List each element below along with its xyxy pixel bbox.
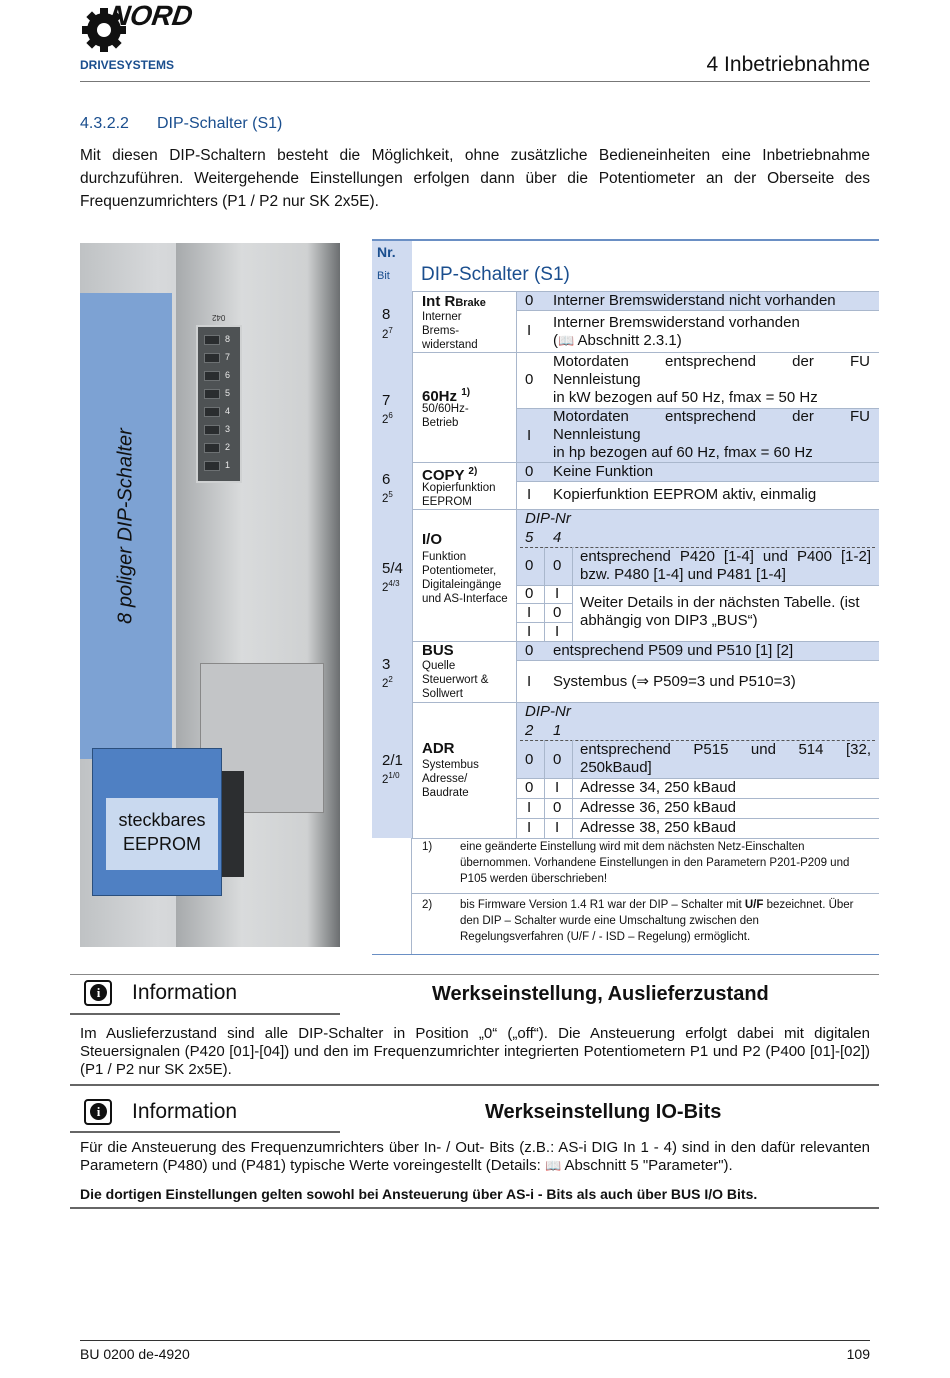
row3-v0: 0	[525, 642, 534, 659]
row21-c01a: 0	[525, 779, 534, 796]
info-icon: i	[84, 1099, 112, 1125]
row54-c10b: 0	[553, 604, 562, 621]
footnote-mark: 1)	[422, 841, 433, 853]
chapter-title: 4 Inbetriebnahme	[706, 53, 870, 76]
row21-col-a: 2	[525, 722, 534, 739]
info2-bold-note: Die dortigen Einstellungen gelten sowohl bei Ansteuerung über AS-i - Bits als auch über BUS I/O Bits.	[80, 1186, 758, 1202]
row3-t0: entsprechend P509 und P510 [1] [2]	[553, 642, 794, 659]
dip-number: 3	[225, 424, 231, 434]
row7-t1a: Motordaten entsprechend der FU	[553, 408, 870, 425]
grid-line	[412, 291, 413, 838]
row7-name-main: 60Hz	[422, 388, 458, 405]
row7-bit	[382, 409, 393, 427]
info1-label: Information	[132, 981, 238, 1004]
photo-label-dip: 8 poliger DIP-Schalter	[114, 428, 137, 624]
dip-number: 8	[225, 334, 231, 344]
fn2-b: U/F	[744, 899, 764, 911]
row3-bit	[382, 673, 393, 691]
row54-dip-label: DIP-Nr	[525, 510, 571, 527]
row54-col-a: 5	[525, 529, 534, 546]
row21-desc: Systembus Adresse/ Baudrate	[422, 759, 479, 799]
row8-nr: 8	[382, 306, 391, 323]
table-title: DIP-Schalter (S1)	[421, 264, 570, 285]
table-top-rule	[372, 239, 879, 241]
fn2-a: bis Firmware Version 1.4 R1 war der DIP – Schalter mit	[460, 899, 745, 911]
row21-t10: Adresse 36, 250 kBaud	[580, 799, 736, 816]
grid-line	[516, 481, 879, 482]
dip-number: 2	[225, 442, 231, 452]
row54-c10a: I	[527, 604, 532, 621]
row21-col-b: 1	[553, 722, 562, 739]
fn2-c: bezeichnet. Über den DIP – Schalter wurde eine Umschaltung zwischen den Regelungsverfahren (U/F / - ISD – Regelung) ermöglicht.	[460, 899, 854, 943]
dip-top-text: 042	[212, 313, 226, 322]
dip-number: 6	[225, 370, 231, 380]
row7-name-sup: 1)	[461, 387, 471, 398]
bit-base: 2	[382, 773, 389, 786]
info2-heading: Werkseinstellung IO-Bits	[485, 1101, 722, 1123]
row8-t1a: Interner Bremswiderstand vorhanden	[553, 314, 800, 331]
row21-c00b: 0	[553, 751, 562, 768]
row21-t00: entsprechend P515 und 514 [32, 250kBaud]	[580, 741, 871, 776]
dip-switch-photo	[80, 243, 340, 947]
footnote-text: eine geänderte Einstellung wird mit dem nächsten Netz-Einschalten übernommen. Vorhandene Einstellungen in den Parametern P201-P209 und P105 werden überschrieben!	[460, 841, 850, 885]
bit-base: 2	[382, 413, 389, 426]
row8-desc: Interner Brems-widerstand	[422, 311, 478, 351]
row54-c00b: 0	[553, 557, 562, 574]
row8-bit	[382, 324, 393, 342]
row54-trest: Weiter Details in der nächsten Tabelle. (ist abhängig von DIP3 „BUS“)	[580, 594, 860, 629]
row54-c01b: I	[555, 585, 560, 602]
grid-line	[516, 660, 879, 661]
info1-text: Im Auslieferzustand sind alle DIP-Schalter in Position „0“ („off“). Die Ansteuerung erfolgt dabei mit digitalen Steuersignalen (P420 [01]-[04]) und den im Frequenzumrichter integrierten Potentiometern P1 und P2 (P400 [01]-[02]) (P1 / P2 nur SK 2x5E).	[80, 1025, 870, 1078]
info2-bottom-rule	[70, 1207, 879, 1209]
info2-text	[80, 1139, 870, 1175]
grid-line	[572, 740, 573, 838]
row54-c11a: I	[527, 623, 532, 640]
row3-name: BUS	[422, 642, 454, 659]
nord-logo	[80, 0, 195, 75]
row21-c11b: I	[555, 819, 560, 836]
row21-c00a: 0	[525, 751, 534, 768]
bit-base: 2	[382, 328, 389, 341]
row7-v1: I	[527, 427, 532, 444]
dip-switch	[204, 353, 220, 363]
nr-header: Nr.	[377, 244, 396, 260]
row7-t1b: Nennleistung	[553, 426, 641, 443]
row8-t0: Interner Bremswiderstand nicht vorhanden	[553, 292, 836, 309]
dip-switch	[204, 461, 220, 471]
book-icon: 📖	[544, 1158, 562, 1173]
eeprom-label	[106, 798, 218, 870]
info2-text-b: Abschnitt 5 "Parameter").	[561, 1157, 733, 1174]
grid-line	[412, 509, 879, 510]
grid-line	[412, 702, 879, 703]
header-divider	[80, 81, 870, 82]
row21-t01: Adresse 34, 250 kBaud	[580, 779, 736, 796]
footer-doc-id: BU 0200 de-4920	[80, 1346, 190, 1362]
row54-c01a: 0	[525, 585, 534, 602]
eeprom-label-line2: EEPROM	[122, 834, 201, 854]
grid-line	[516, 585, 879, 586]
row21-c11a: I	[527, 819, 532, 836]
row8-v0: 0	[525, 292, 534, 309]
row6-v0: 0	[525, 463, 534, 480]
dip-switch	[204, 371, 220, 381]
row7-t0b: Nennleistung	[553, 371, 641, 388]
row8-t1b-text: Abschnitt 2.3.1)	[577, 332, 682, 349]
row54-c00a: 0	[525, 557, 534, 574]
grid-line	[516, 310, 879, 311]
row21-c01b: I	[555, 779, 560, 796]
footer-page-number: 109	[846, 1346, 870, 1362]
row8-name-main: Int R	[422, 293, 456, 310]
row54-t00: entsprechend P420 [1-4] und P400 [1-2] bzw. P480 [1-4] und P481 [1-4]	[580, 548, 871, 583]
dip-switch-block	[196, 313, 242, 483]
dip-switch	[204, 389, 220, 399]
row54-col-b: 4	[553, 529, 562, 546]
footnote-mark: 2)	[422, 899, 433, 911]
nr-column-foot	[372, 838, 412, 954]
eeprom-label-line1: steckbares	[118, 810, 206, 830]
grid-line	[372, 954, 879, 955]
section-title: DIP-Schalter (S1)	[157, 115, 283, 132]
bit-base: 2	[382, 492, 389, 505]
row7-t1c: in hp bezogen auf 60 Hz, fmax = 60 Hz	[553, 444, 813, 461]
bit-exp: 1/0	[388, 771, 400, 780]
info1-label-rule	[70, 1013, 340, 1015]
row54-c11b: I	[555, 623, 560, 640]
footnote-text	[460, 897, 865, 945]
dip-number: 1	[225, 460, 231, 470]
paren: (	[553, 332, 558, 349]
row6-v1: I	[527, 486, 532, 503]
row7-nr: 7	[382, 392, 391, 409]
row21-c10a: I	[527, 799, 532, 816]
row21-dip-label: DIP-Nr	[525, 703, 571, 720]
row6-name-sup: 2)	[468, 466, 478, 477]
row21-t11: Adresse 38, 250 kBaud	[580, 819, 736, 836]
row3-v1: I	[527, 673, 532, 690]
dip-switch	[204, 443, 220, 453]
bit-header: Bit	[377, 270, 390, 282]
row8-v1: I	[527, 322, 532, 339]
grid-line	[544, 740, 545, 838]
row6-t0: Keine Funktion	[553, 463, 654, 480]
row3-nr: 3	[382, 656, 391, 673]
grid-line	[572, 547, 573, 641]
dip-switch	[204, 425, 220, 435]
info1-top-rule	[70, 974, 879, 975]
info1-bottom-rule	[70, 1084, 879, 1086]
bit-exp: 5	[388, 490, 393, 499]
row54-desc: Funktion Potentiometer, Digitaleingänge und AS-Interface	[422, 551, 508, 605]
bit-exp: 7	[388, 326, 393, 335]
info-icon: i	[84, 980, 112, 1006]
footer-rule	[80, 1340, 870, 1341]
row54-bit	[382, 577, 400, 595]
info2-label: Information	[132, 1100, 238, 1123]
brand-subtitle: DRIVESYSTEMS	[80, 58, 175, 72]
dip-number: 5	[225, 388, 231, 398]
row7-v0: 0	[525, 371, 534, 388]
row6-t1: Kopierfunktion EEPROM aktiv, einmalig	[553, 486, 817, 503]
grid-line	[516, 291, 517, 838]
info2-text-a: Für die Ansteuerung des Frequenzumrichters über In- / Out- Bits (z.B.: AS-i DIG In 1 - 4) sind in den dafür relevanten Parametern (P480) und (P481) typische Werte voreingestellt (Details:	[80, 1139, 870, 1174]
row3-t1: Systembus (⇒ P509=3 und P510=3)	[553, 673, 796, 690]
row21-nr: 2/1	[382, 752, 403, 769]
info1-heading: Werkseinstellung, Auslieferzustand	[432, 983, 769, 1005]
row8-t1b	[553, 332, 682, 350]
connector-strip	[222, 771, 244, 877]
dip-number: 4	[225, 406, 231, 416]
row8-name-sub: Brake	[455, 297, 486, 309]
row21-name: ADR	[422, 740, 455, 757]
row6-nr: 6	[382, 471, 391, 488]
brand-name: NORD	[107, 0, 195, 31]
dip-number: 7	[225, 352, 231, 362]
intro-paragraph: Mit diesen DIP-Schaltern besteht die Möglichkeit, ohne zusätzliche Bedieneinheiten eine Inbetriebnahme durchzuführen. Weitergehende Einstellungen erfolgen dann über die Potentiometer an der Oberseite des Frequenzumrichters (P1 / P2 nur SK 2x5E).	[80, 147, 870, 210]
row7-t0c: in kW bezogen auf 50 Hz, fmax = 50 Hz	[553, 389, 818, 406]
row6-bit	[382, 488, 393, 506]
bit-exp: 6	[388, 411, 393, 420]
info2-label-rule	[70, 1131, 340, 1133]
row6-desc: Kopierfunktion EEPROM	[422, 482, 496, 508]
grid-line	[544, 547, 545, 641]
bit-exp: 4/3	[388, 579, 400, 588]
row3-desc: Quelle Steuerwort & Sollwert	[422, 660, 489, 700]
row7-desc: 50/60Hz-Betrieb	[422, 403, 469, 429]
row7-t0a: Motordaten entsprechend der FU	[553, 353, 870, 370]
grid-line	[412, 893, 879, 894]
book-icon: 📖	[558, 333, 575, 348]
bit-base: 2	[382, 677, 389, 690]
section-number: 4.3.2.2	[80, 115, 129, 132]
row21-c10b: 0	[553, 799, 562, 816]
row21-bit	[382, 769, 400, 787]
row54-nr: 5/4	[382, 560, 403, 577]
bit-base: 2	[382, 581, 389, 594]
row54-name: I/O	[422, 531, 443, 548]
dip-switch	[204, 407, 220, 417]
bit-exp: 2	[388, 675, 393, 684]
row6-name-main: COPY	[422, 467, 465, 484]
dip-switch	[204, 335, 220, 345]
